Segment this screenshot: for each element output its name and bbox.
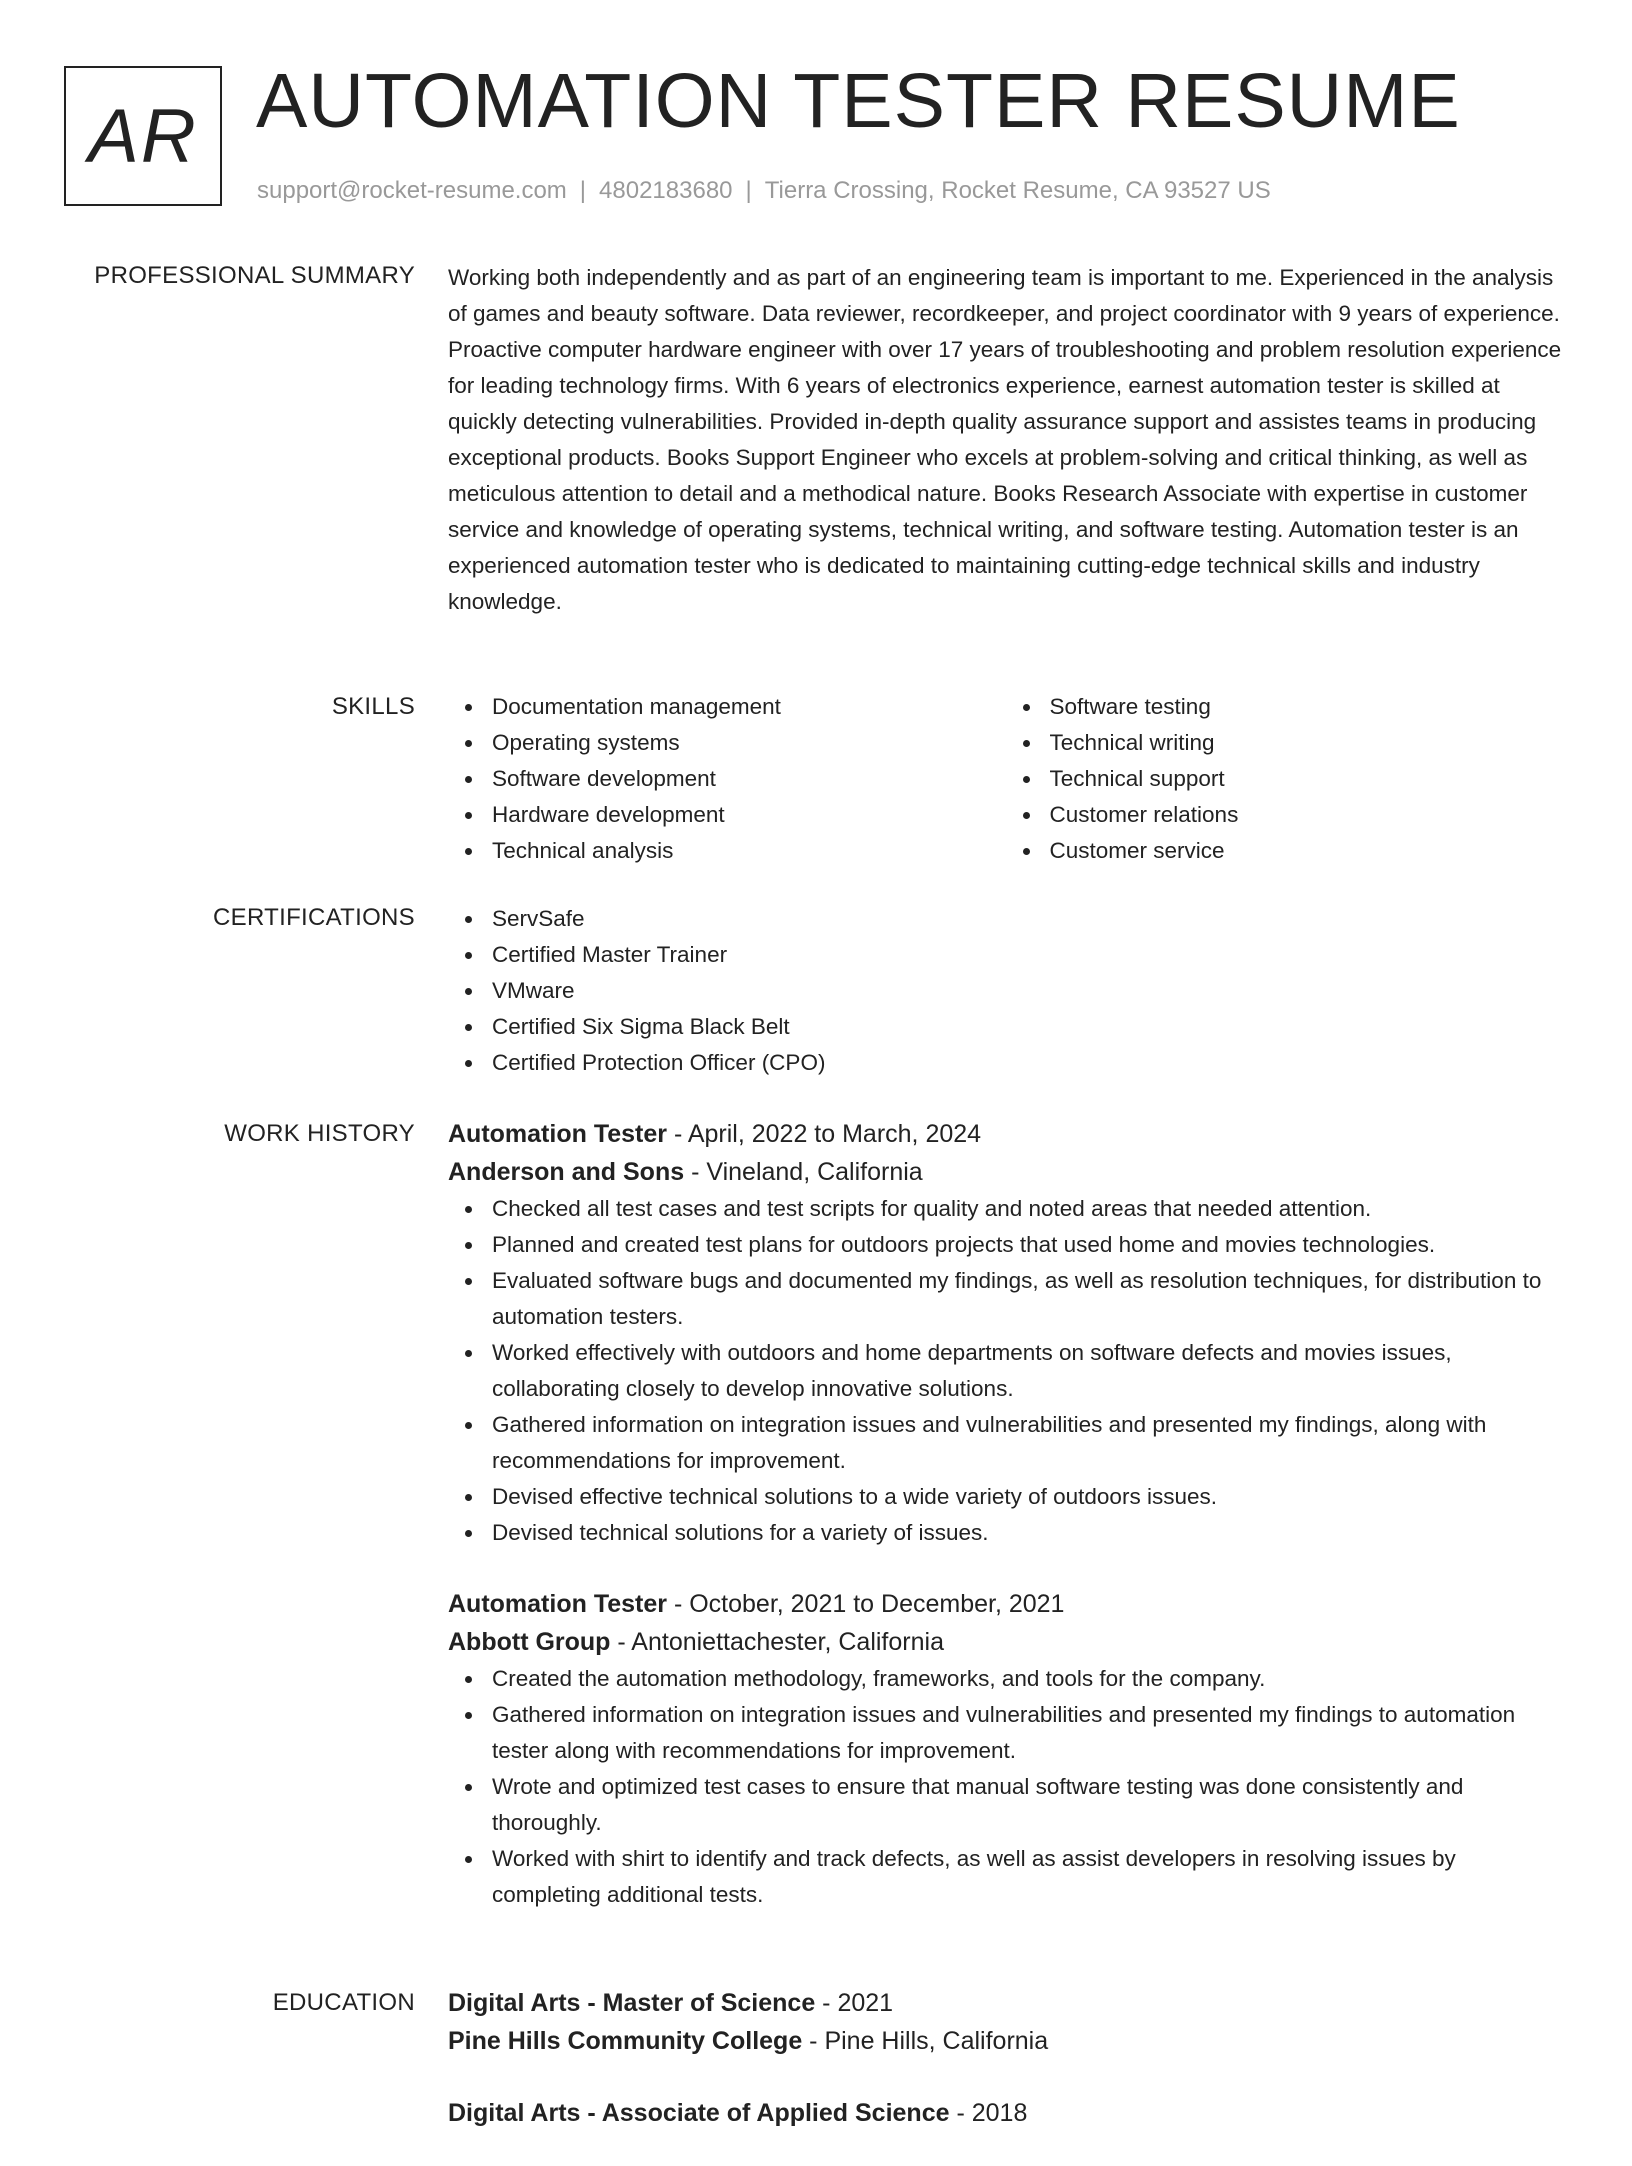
job-duty: Created the automation methodology, frameworks, and tools for the company. [492,1661,1563,1697]
education-degree-line [448,2094,1563,2132]
skill-item: Operating systems [492,725,1006,761]
skill-item: Hardware development [492,797,1006,833]
skill-item: Software testing [1050,689,1564,725]
skills-grid [448,689,1563,869]
skill-item: Technical support [1050,761,1564,797]
education-degree-line [448,1984,1563,2022]
job-duty: Worked with shirt to identify and track defects, as well as assist developers in resolving issues by completing additional tests. [492,1841,1563,1913]
certifications-heading: CERTIFICATIONS [213,904,415,931]
skill-item: Technical analysis [492,833,1006,869]
job-title: Automation Tester [448,1590,667,1618]
contact-line [257,176,1271,206]
contact-address: Tierra Crossing, Rocket Resume, CA 93527 US [764,177,1271,204]
job-duties-list [448,1661,1563,1913]
job-company-line [448,1153,1563,1191]
certification-item: ServSafe [492,901,1563,937]
job-duty: Checked all test cases and test scripts for quality and noted areas that needed attention. [492,1191,1563,1227]
education-degree: Digital Arts - Master of Science [448,1989,816,2017]
job-title-line [448,1585,1563,1623]
job-title: Automation Tester [448,1120,667,1148]
job-duty: Devised technical solutions for a variety of issues. [492,1515,1563,1551]
job-duty: Gathered information on integration issues and vulnerabilities and presented my findings, along with recommendations for improvement. [492,1407,1563,1479]
contact-separator: | [579,177,587,204]
skill-item: Documentation management [492,689,1006,725]
contact-phone[interactable]: 4802183680 [599,177,733,204]
certification-item: Certified Protection Officer (CPO) [492,1045,1563,1081]
education-entry [448,1984,1563,2060]
education-heading: EDUCATION [272,1989,415,2016]
job-location: - Vineland, California [684,1158,923,1186]
skills-heading: SKILLS [331,693,415,720]
contact-separator: | [745,177,752,204]
contact-email[interactable]: support@rocket-resume.com [257,177,567,204]
job-title-line [448,1115,1563,1153]
skill-item: Customer relations [1050,797,1564,833]
job-dates: - October, 2021 to December, 2021 [667,1590,1065,1618]
education-year: - 2018 [949,2099,1028,2127]
summary-heading: PROFESSIONAL SUMMARY [94,262,415,289]
job-entry [448,1115,1563,1551]
certification-item: VMware [492,973,1563,1009]
education-school: Pine Hills Community College [448,2027,803,2055]
job-location: - Antoniettachester, California [610,1628,944,1656]
education-degree: Digital Arts - Associate of Applied Science [448,2099,950,2127]
skill-item: Software development [492,761,1006,797]
monogram-badge: AR [64,66,222,206]
job-duty: Evaluated software bugs and documented my findings, as well as resolution techniques, for distribution to automation testers. [492,1263,1563,1335]
skill-item: Technical writing [1050,725,1564,761]
job-duty: Planned and created test plans for outdoors projects that used home and movies technologies. [492,1227,1563,1263]
job-company-line [448,1623,1563,1661]
job-duty: Devised effective technical solutions to a wide variety of outdoors issues. [492,1479,1563,1515]
resume-title: AUTOMATION TESTER RESUME [256,58,1461,144]
job-dates: - April, 2022 to March, 2024 [667,1120,982,1148]
job-duty: Gathered information on integration issues and vulnerabilities and presented my findings to automation tester along with recommendations for improvement. [492,1697,1563,1769]
job-company: Abbott Group [448,1628,611,1656]
education-entry [448,2094,1563,2132]
skills-list-right [1006,689,1564,869]
certification-item: Certified Six Sigma Black Belt [492,1009,1563,1045]
skill-item: Customer service [1050,833,1564,869]
education-year: - 2021 [815,1989,894,2017]
job-company: Anderson and Sons [448,1158,685,1186]
job-duty: Worked effectively with outdoors and home departments on software defects and movies issues, collaborating closely to develop innovative solutions. [492,1335,1563,1407]
certifications-list [448,901,1563,1081]
job-duty: Wrote and optimized test cases to ensure that manual software testing was done consistently and thoroughly. [492,1769,1563,1841]
summary-text: Working both independently and as part of an engineering team is important to me. Experienced in the analysis of games and beauty software. Data reviewer, recordkeeper, and project coordinator with 9 years of experience. Proactive computer hardware engineer with over 17 years of troubleshooting and problem resolution experience for leading technology firms. With 6 years of electronics experience, earnest automation tester is skilled at quickly detecting vulnerabilities. Provided in-depth quality assurance support and assistes teams in producing exceptional products. Books Support Engineer who excels at problem-solving and critical thinking, as well as meticulous attention to detail and a methodical nature. Books Research Associate with expertise in customer service and knowledge of operating systems, technical writing, and software testing. Automation tester is an experienced automation tester who is dedicated to maintaining cutting-edge technical skills and industry knowledge. [448,265,1562,614]
skills-list-left [448,689,1006,869]
certification-item: Certified Master Trainer [492,937,1563,973]
education-school-line [448,2022,1563,2060]
job-entry [448,1585,1563,1913]
work-history-heading: WORK HISTORY [224,1120,415,1147]
education-location: - Pine Hills, California [802,2027,1049,2055]
job-duties-list [448,1191,1563,1551]
